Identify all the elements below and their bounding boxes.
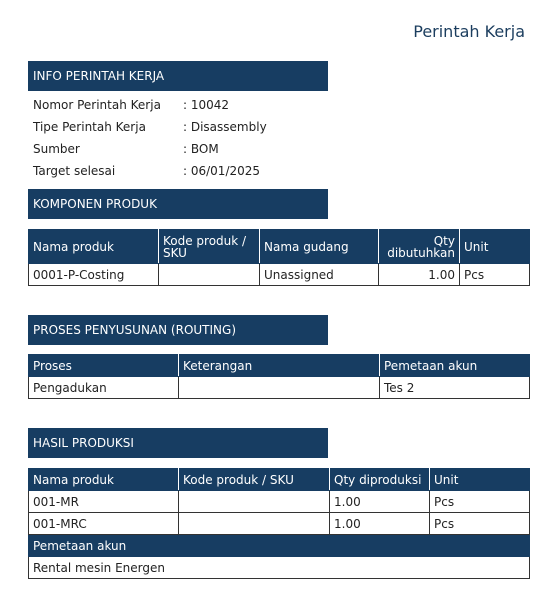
cell-process: Pengadukan [29, 377, 179, 399]
col-header: Unit [430, 469, 530, 491]
info-label: Sumber [33, 142, 80, 156]
table-row [29, 513, 530, 535]
results-table [28, 468, 530, 579]
info-label: Target selesai [33, 164, 116, 178]
table-header-row [29, 230, 530, 264]
info-block [33, 96, 267, 184]
cell-sku [179, 491, 330, 513]
col-header: Nama produk [29, 230, 159, 264]
cell-product-name: 0001-P-Costing [29, 264, 159, 286]
section-header-results: HASIL PRODUKSI [28, 428, 328, 458]
account-header-row [29, 535, 530, 557]
section-header-components: KOMPONEN PRODUK [28, 189, 328, 219]
account-header: Pemetaan akun [29, 535, 530, 557]
col-header: Qty diproduksi [330, 469, 430, 491]
info-row [33, 118, 267, 140]
info-row [33, 162, 267, 184]
col-header: Kode produk / SKU [159, 230, 260, 264]
section-header-info: INFO PERINTAH KERJA [28, 61, 328, 91]
routing-table [28, 354, 530, 399]
table-row [29, 491, 530, 513]
cell-note [179, 377, 380, 399]
components-table [28, 229, 530, 286]
cell-unit: Pcs [460, 264, 530, 286]
cell-sku [159, 264, 260, 286]
col-header: Pemetaan akun [380, 355, 530, 377]
cell-qty: 1.00 [379, 264, 460, 286]
account-row [29, 557, 530, 579]
info-value: : 10042 [183, 98, 230, 112]
cell-product-name: 001-MR [29, 491, 179, 513]
cell-warehouse: Unassigned [260, 264, 379, 286]
table-row [29, 264, 530, 286]
info-label: Nomor Perintah Kerja [33, 98, 161, 112]
table-header-row [29, 469, 530, 491]
col-header: Unit [460, 230, 530, 264]
cell-qty: 1.00 [330, 513, 430, 535]
cell-unit: Pcs [430, 513, 530, 535]
info-row [33, 96, 267, 118]
info-label: Tipe Perintah Kerja [33, 120, 146, 134]
col-header: Qty dibutuhkan [379, 230, 460, 264]
cell-product-name: 001-MRC [29, 513, 179, 535]
document-title: Perintah Kerja [413, 22, 525, 41]
col-header: Keterangan [179, 355, 380, 377]
info-row [33, 140, 267, 162]
col-header: Nama gudang [260, 230, 379, 264]
section-header-routing: PROSES PENYUSUNAN (ROUTING) [28, 315, 328, 345]
col-header: Nama produk [29, 469, 179, 491]
info-value: : 06/01/2025 [183, 164, 261, 178]
info-value: : Disassembly [183, 120, 267, 134]
table-header-row [29, 355, 530, 377]
cell-qty: 1.00 [330, 491, 430, 513]
info-value: : BOM [183, 142, 219, 156]
col-header: Kode produk / SKU [179, 469, 330, 491]
cell-sku [179, 513, 330, 535]
table-row [29, 377, 530, 399]
col-header: Proses [29, 355, 179, 377]
cell-account: Rental mesin Energen [29, 557, 530, 579]
cell-unit: Pcs [430, 491, 530, 513]
cell-account: Tes 2 [380, 377, 530, 399]
